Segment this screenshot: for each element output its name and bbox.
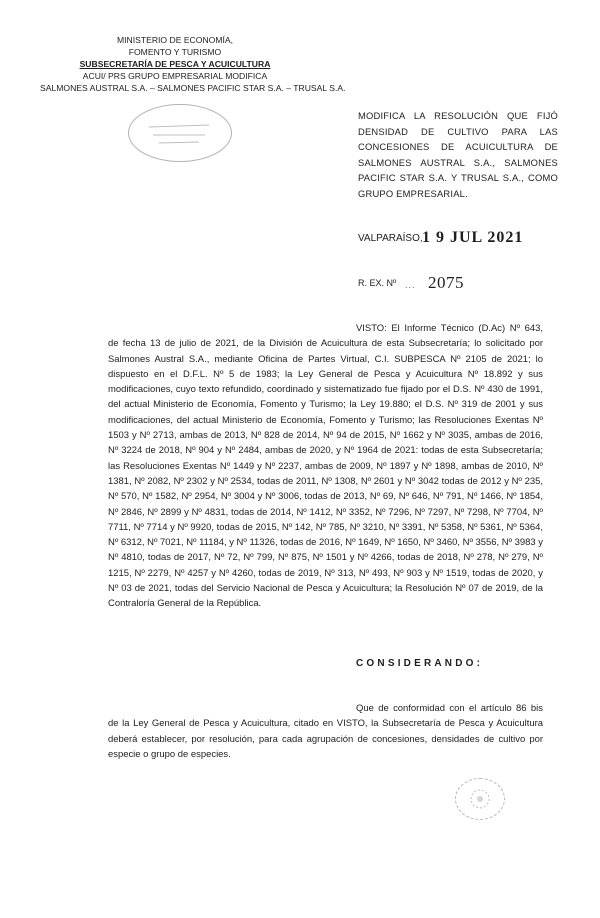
seal-mark-icon [456, 779, 504, 819]
reception-stamp [128, 104, 232, 162]
considerando-paragraph-1: Que de conformidad con el artículo 86 bis de la Ley General de Pesca y Acuicultura, citado en VISTO, la Subsecretaría de Pesca y Acuicultura deberá establecer, por resolución, para cada agrupación de concesiones, densidades de cultivo por especie o grupo de especies. [108, 703, 543, 760]
rex-dots: ... [405, 280, 416, 290]
resolution-title: MODIFICA LA RESOLUCIÓN QUE FIJÓ DENSIDAD DE CULTIVO PARA LAS CONCESIONES DE ACUICULTURA DE SALMONES AUSTRAL S.A., SALMONES PACIFIC STAR S.A. Y TRUSAL S.A., COMO GRUPO EMPRESARIAL. [358, 110, 558, 199]
ministry-line-1: MINISTERIO DE ECONOMÍA, [116, 35, 234, 45]
resolution-date: 1 9 JUL 2021 [422, 229, 524, 246]
subsecretaria-name: SUBSECRETARÍA DE PESCA Y ACUICULTURA [79, 59, 271, 69]
considerando-heading: CONSIDERANDO: [356, 658, 484, 669]
official-seal [455, 778, 505, 820]
resolution-number: 2075 [428, 273, 464, 292]
ministry-line-2: FOMENTO Y TURISMO [128, 47, 222, 57]
document-header [40, 34, 346, 94]
reference-line-1: ACUI/ PRS GRUPO EMPRESARIAL MODIFICA [82, 71, 268, 81]
reference-line-2: SALMONES AUSTRAL S.A. – SALMONES PACIFIC STAR S.A. – TRUSAL S.A. [40, 83, 346, 93]
place-label: VALPARAÍSO, [358, 233, 423, 244]
stamp-marks-icon [129, 105, 231, 161]
visto-paragraph: VISTO: El Informe Técnico (D.Ac) Nº 643, de fecha 13 de julio de 2021, de la División de Acuicultura de esta Subsecretaría; lo solicitado por Salmones Austral S.A., mediante Oficina de Partes Virtual, C.I. SUBPESCA Nº 2105 de 2021; lo dispuesto en el D.F.L. Nº 5 de 1983; la Ley General de Pesca y Acuicultura Nº 18.892 y sus modificaciones, cuyo texto refundido, coordinado y sistematizado fue fijado por el D.S. Nº 430 de 1991, del actual Ministerio de Economía, Fomento y Turismo; la Ley 19.880; el D.S. Nº 319 de 2001 y sus modificaciones, del actual Ministerio de Economía, Fomento y Turismo; las Resoluciones Exentas Nº 1503 y Nº 2713, ambas de 2013, Nº 828 de 2014, Nº 94 de 2015, Nº 1662 y Nº 3035, ambas de 2016, Nº 3224 de 2018, Nº 904 y Nº 2484, ambas de 2020, y Nº 1964 de 2021: todas de esta Subsecretaría; las Resoluciones Exentas Nº 1449 y Nº 2237, ambas de 2009, Nº 1897 y Nº 1898, ambas de 2010, Nº 1381, Nº 2082, Nº 2302 y Nº 2534, todas de 2011, Nº 1308, Nº 2601 y Nº 3042 todas de 2012 y Nº 235, Nº 570, Nº 1582, Nº 2954, Nº 3004 y Nº 3006, todas de 2013, Nº 69, Nº 646, Nº 791, Nº 1466, Nº 1854, Nº 2846, Nº 2899 y Nº 4831, todas de 2014, Nº 1412, Nº 3352, Nº 7296, Nº 7297, Nº 7298, Nº 7704, Nº 7711, Nº 7714 y Nº 9920, todas de 2015, Nº 142, Nº 785, Nº 3210, Nº 3391, Nº 5358, Nº 5361, Nº 5364, Nº 6312, Nº 7021, Nº 11184, y Nº 11326, todas de 2016, Nº 1649, Nº 1650, Nº 3460, Nº 3556, Nº 3983 y Nº 4810, todas de 2017, Nº 72, Nº 799, Nº 875, Nº 1501 y Nº 4266, todas de 2018, Nº 278, Nº 279, Nº 1215, Nº 2279, Nº 4257 y Nº 4260, todas de 2019, Nº 313, Nº 493, Nº 903 y Nº 1519, todas de 2020, y Nº 03 de 2021, todas del Servicio Nacional de Pesca y Acuicultura; la Resolución Nº 07 de 2019, de la Contraloría General de la República. [108, 323, 544, 610]
rex-label: R. EX. Nº [358, 278, 397, 288]
